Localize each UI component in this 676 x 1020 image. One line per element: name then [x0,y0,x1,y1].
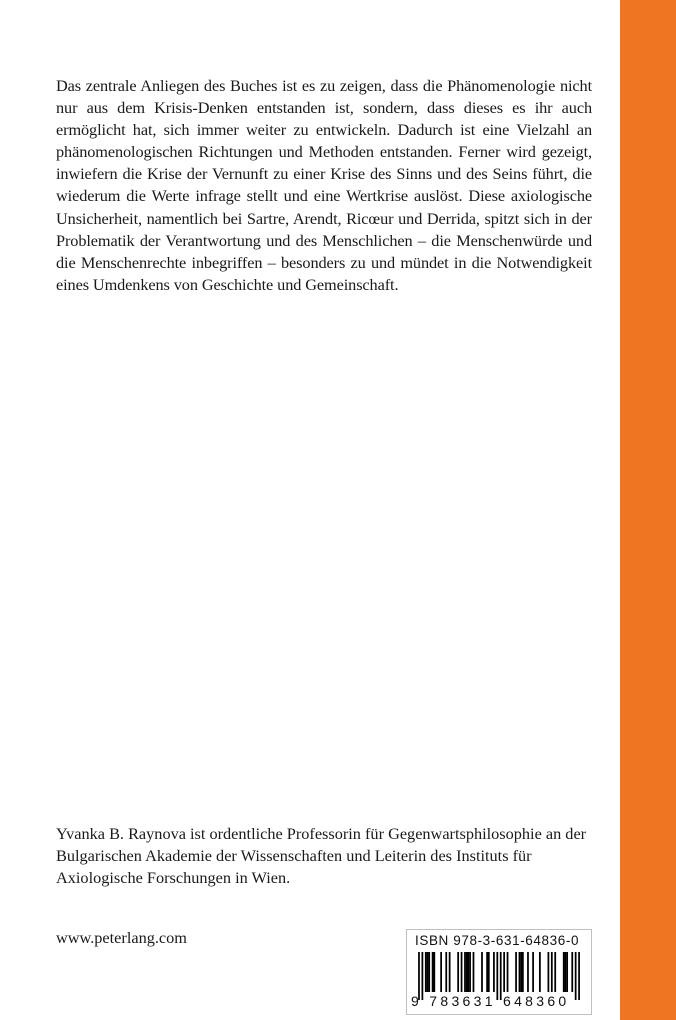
barcode-bar [433,952,435,992]
isbn-label: ISBN 978-3-631-64836-0 [415,933,580,948]
barcode-bar [565,952,567,992]
barcode-bar [493,952,495,992]
barcode-bar [522,952,524,992]
barcode-bar [507,952,509,992]
barcode-bar [519,952,521,992]
barcode-bar [551,952,553,992]
isbn-barcode-box [406,929,592,1015]
barcode-bar [473,952,475,992]
barcode-bar [432,952,434,992]
barcode-bar [440,952,442,992]
barcode-bar [461,952,463,992]
barcode-bar [539,952,541,992]
barcode-bar [466,952,468,992]
barcode-bar [428,952,430,992]
book-blurb: Das zentrale Anliegen des Buches ist es zu zeigen, dass die Phänomenologie nicht nur aus dem Krisis-Denken entstanden ist, sondern, dass dieses es ihr auch ermöglicht hat, sich immer weiter zu entwickeln. Dadurch ist eine Vielzahl an phänomenologischen Richtungen und Methoden entstanden. Ferner wird gezeigt, inwiefern die Krise der Vernunft zu einer Krise des Sinns und des Seins führt, die wiederum die Werte infrage stellt und eine Wertkrise auslöst. Diese axiologische Unsicherheit, namentlich bei Sartre, Arendt, Ricœur und Derrida, spitzt sich in der Problematik der Verantwortung und des Menschlichen – die Menschenwürde und die Menschenrechte inbegriffen – besonders zu und mündet in die Notwendigkeit eines Umdenkens von Geschichte und Gemeinschaft. [56,76,592,294]
publisher-url: www.peterlang.com [56,928,187,947]
barcode-bar [488,952,490,992]
barcode-bar [563,952,565,992]
barcode-bar [486,952,488,992]
barcode-bar [527,952,529,992]
ean-digits: 9 783631 648360 [411,993,570,1009]
barcode-bar [481,952,483,992]
barcode-bar [457,952,459,992]
barcode-bar [445,952,447,992]
barcode-bar [571,952,573,992]
barcode-bar [449,952,451,992]
barcode-bar [468,952,470,992]
barcode-bar [464,952,466,992]
barcode-bar [515,952,517,992]
barcode-bar [503,952,505,992]
barcode-bar [554,952,556,992]
barcode-bar [532,952,534,992]
orange-spine-stripe [620,0,676,1020]
barcode-bar [566,952,568,992]
barcode-bar [548,952,550,992]
barcode-bar [427,952,429,992]
barcode-bar [469,952,471,992]
barcode-bar [425,952,427,992]
barcode-bar [520,952,522,992]
author-bio: Yvanka B. Raynova ist ordentliche Professorin für Gegenwartsphilosophie an der Bulgarischen Akademie der Wissenschaften und Leiterin des Instituts für Axiologische Forschungen in Wien. [56,824,587,888]
